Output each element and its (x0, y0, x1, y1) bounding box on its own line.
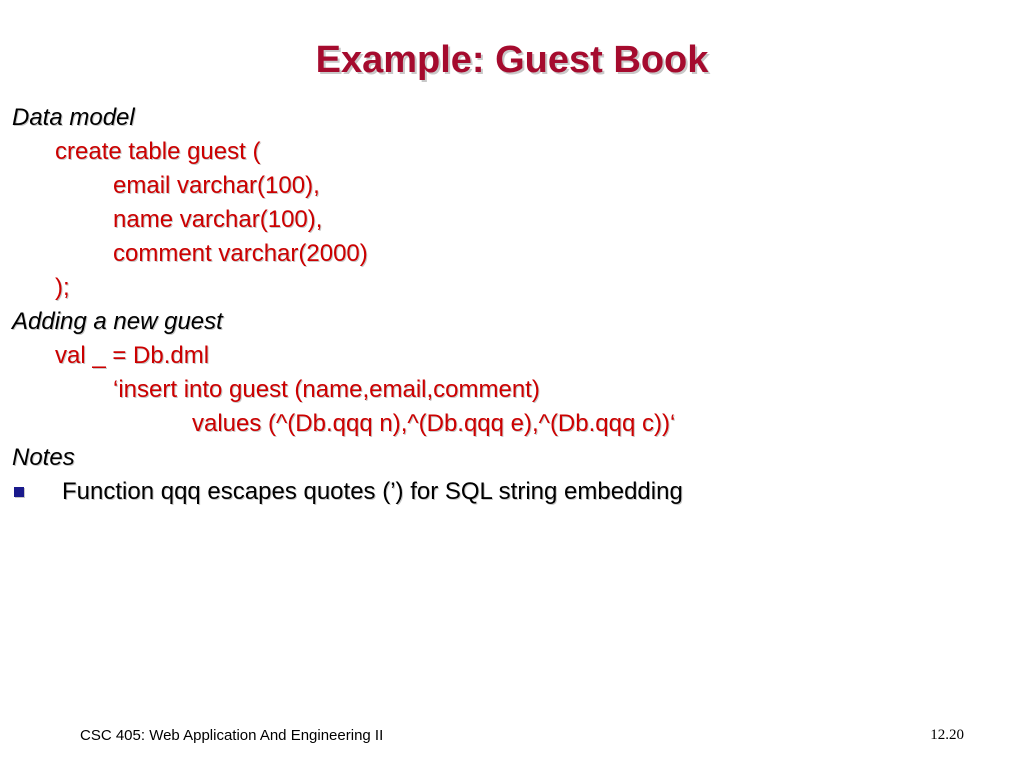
code-line-create-table: create table guest ( (55, 138, 261, 165)
footer-course: CSC 405: Web Application And Engineering II (80, 727, 384, 744)
code-line-name: name varchar(100), (113, 206, 323, 233)
code-line-insert: ‘insert into guest (name,email,comment) (113, 376, 540, 403)
code-line-close-paren: ); (55, 274, 70, 301)
code-line-email: email varchar(100), (113, 172, 320, 199)
heading-adding-guest: Adding a new guest (12, 308, 223, 335)
slide-title: Example: Guest Book (315, 39, 709, 81)
heading-notes: Notes (12, 444, 75, 471)
footer-slide-number: 12.20 (930, 727, 964, 743)
bullet-text: Function qqq escapes quotes (’) for SQL string embedding (62, 478, 683, 505)
code-line-values: values (^(Db.qqq n),^(Db.qqq e),^(Db.qqq c))‘ (192, 410, 676, 437)
code-line-val-dml: val _ = Db.dml (55, 342, 210, 369)
heading-data-model: Data model (12, 104, 135, 131)
code-line-comment: comment varchar(2000) (113, 240, 368, 267)
bullet-item (12, 475, 1012, 509)
square-bullet-icon (14, 487, 24, 497)
slide-body (12, 101, 1012, 509)
